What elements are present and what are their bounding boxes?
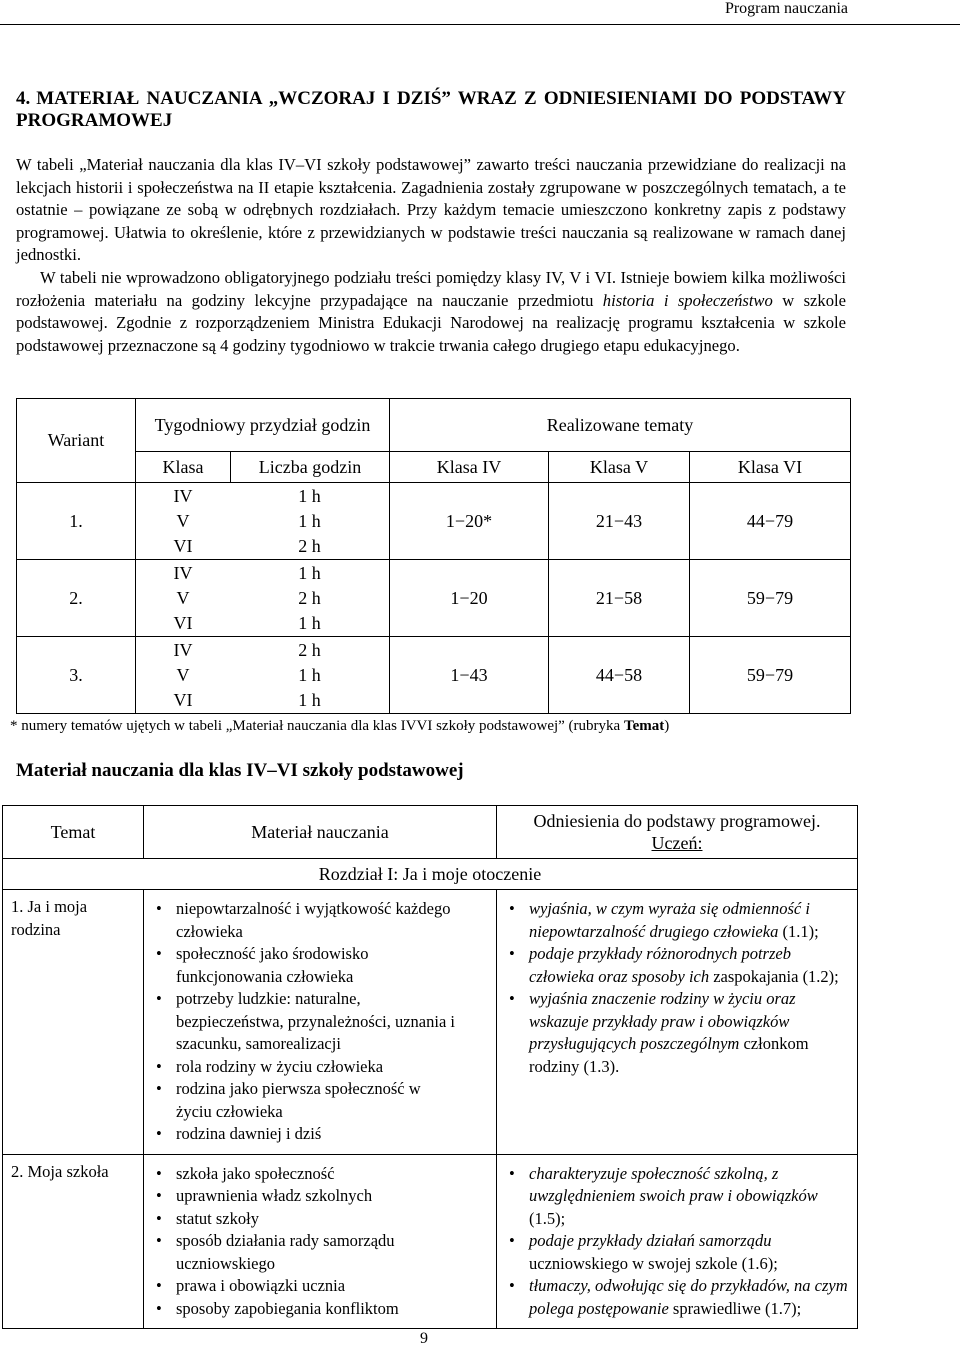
hours-value: 2 h: [298, 639, 321, 660]
requirement-ref: uczniowskiego w swojej szkole (1.6);: [529, 1253, 778, 1273]
hours-value: 1 h: [298, 562, 321, 583]
material-cell: [144, 1154, 497, 1329]
requirement-item: [503, 898, 851, 943]
hours-value: 1 h: [298, 689, 321, 710]
class-label: V: [176, 510, 190, 531]
requirements-cell: [497, 1154, 858, 1329]
material-item: • szkoła jako społeczność: [150, 1163, 456, 1186]
class-label: VI: [173, 612, 193, 633]
requirement-text: podaje przykłady działań samorządu: [529, 1231, 772, 1250]
topic-title: 2. Moja szkoła: [3, 1154, 144, 1329]
topic-row: [3, 1154, 858, 1329]
header-klasa: Klasa: [136, 452, 231, 483]
requirement-ref: (1.5);: [529, 1208, 566, 1228]
header-rule: [0, 24, 960, 25]
requirement-text: wyjaśnia znaczenie rodziny w życiu oraz wskazuje przykłady praw i obowiązków przysługujących poszczególnym: [529, 989, 796, 1053]
requirement-item: [503, 1230, 851, 1275]
class-label: V: [176, 664, 190, 685]
requirement-text: tłumaczy, odwołując się do przykładów, na czym polega postępowanie: [529, 1276, 848, 1318]
class-label: IV: [173, 639, 193, 660]
variant-number: 2.: [17, 560, 136, 637]
material-item: • potrzeby ludzkie: naturalne, bezpieczeństwa, przynależności, uznania i szacunku, samorealizacji: [150, 988, 456, 1056]
chapter-row: Rozdział I: Ja i moje otoczenie: [3, 859, 858, 890]
class-hours-cell: [136, 560, 390, 637]
material-table: [2, 805, 858, 1329]
header-klasa-vi: Klasa VI: [690, 452, 851, 483]
topics-klasa-iv: 1−20*: [390, 483, 549, 560]
requirement-ref: (1.1);: [778, 921, 819, 941]
material-item: • rodzina dawniej i dziś: [150, 1123, 456, 1146]
topics-klasa-vi: 59−79: [690, 560, 851, 637]
variant-row: [17, 637, 851, 714]
running-header: Program nauczania: [724, 0, 848, 17]
hours-value: 1 h: [298, 485, 321, 506]
footnote-text: * numery tematów ujętych w tabeli „Materiał nauczania dla klas IVVI szkoły podstawowej” (rubryka: [10, 718, 624, 734]
footnote-end: ): [664, 718, 670, 734]
topics-klasa-vi: 44−79: [690, 483, 851, 560]
requirement-ref: członkom rodziny (1.3).: [529, 1034, 809, 1076]
variant-number: 3.: [17, 637, 136, 714]
allocation-table: [16, 398, 851, 714]
section-heading: [16, 88, 846, 132]
variant-row: [17, 483, 851, 560]
requirement-text: charakteryzuje społeczność szkolną, z uwzględnieniem swoich praw i obowiązków: [529, 1163, 818, 1205]
material-cell: [144, 890, 497, 1155]
requirement-ref: zaspokajania (1.2);: [709, 966, 839, 986]
header-klasa-v: Klasa V: [549, 452, 690, 483]
topics-klasa-iv: 1−43: [390, 637, 549, 714]
footnote: [10, 718, 669, 735]
material-item: • rola rodziny w życiu człowieka: [150, 1056, 456, 1079]
material-item: • niepowtarzalność i wyjątkowość każdego człowieka: [150, 898, 456, 943]
section-title: Materiał nauczania dla klas IV–VI szkoły podstawowej: [16, 760, 464, 781]
material-item: • sposoby zapobiegania konfliktom: [150, 1298, 456, 1321]
material-item: • sposób działania rady samorządu uczniowskiego: [150, 1230, 456, 1275]
class-label: VI: [173, 689, 193, 710]
requirement-item: [503, 943, 851, 988]
hours-value: 1 h: [298, 664, 321, 685]
intro-p2-after: w szkole podstawowej. Zgodnie z rozporządzeniem Ministra Edukacji Narodowej na realizację programu kształcenia w szkole podstawowej przeznaczone są 4 godziny tygodniowo w trakcie trwania całego drugiego etapu edukacyjnego.: [16, 290, 846, 355]
requirement-text: podaje przykłady różnorodnych potrzeb człowieka oraz sposoby ich: [529, 944, 791, 986]
requirements-cell: [497, 890, 858, 1155]
intro-p2-before: W tabeli nie wprowadzono obligatoryjnego podziału treści pomiędzy klasy IV, V i VI. Istnieje bowiem kilka możliwości rozłożenia materiału na godziny lekcyjne przypadające na nauczanie przedmiotu: [16, 268, 846, 310]
class-hours-cell: [136, 637, 390, 714]
heading-number: 4.: [16, 88, 31, 109]
topics-klasa-v: 21−43: [549, 483, 690, 560]
topics-klasa-v: 44−58: [549, 637, 690, 714]
requirement-item: [503, 988, 851, 1078]
heading-text: MATERIAŁ NAUCZANIA „WCZORAJ I DZIŚ” WRAZ Z ODNIESIENIAMI DO PODSTAWY PROGRAMOWEJ: [16, 88, 846, 131]
header-refs: [497, 806, 858, 859]
class-label: V: [176, 587, 190, 608]
topics-klasa-vi: 59−79: [690, 637, 851, 714]
requirement-item: [503, 1163, 851, 1231]
material-item: • statut szkoły: [150, 1208, 456, 1231]
variant-row: [17, 560, 851, 637]
topics-klasa-iv: 1−20: [390, 560, 549, 637]
topics-klasa-v: 21−58: [549, 560, 690, 637]
class-label: VI: [173, 535, 193, 556]
header-weekly: Tygodniowy przydział godzin: [136, 399, 390, 452]
header-temat: Temat: [3, 806, 144, 859]
header-klasa-iv: Klasa IV: [390, 452, 549, 483]
footnote-bold: Temat: [623, 718, 665, 734]
hours-value: 2 h: [298, 535, 321, 556]
subject-name: historia i społeczeństwo: [602, 290, 773, 310]
header-material: Materiał nauczania: [144, 806, 497, 859]
class-label: IV: [173, 562, 193, 583]
material-item: • prawa i obowiązki ucznia: [150, 1275, 456, 1298]
material-item: • uprawnienia władz szkolnych: [150, 1185, 456, 1208]
requirement-text: wyjaśnia, w czym wyraża się odmienność i niepowtarzalność drugiego człowieka: [529, 899, 810, 941]
hours-value: 2 h: [298, 587, 321, 608]
header-refs-line2: Uczeń:: [651, 833, 703, 853]
hours-value: 1 h: [298, 612, 321, 633]
header-refs-line1: Odniesienia do podstawy programowej.: [533, 811, 821, 831]
material-item: • rodzina jako pierwsza społeczność w życiu człowieka: [150, 1078, 456, 1123]
intro-paragraph-1: W tabeli „Materiał nauczania dla klas IV–VI szkoły podstawowej” zawarto treści nauczania przewidziane do realizacji na lekcjach historii i społeczeństwa na II etapie kształcenia. Zagadnienia zostały zgrupowane w poszczególnych tematach, a te ostatnie – powiązane ze sobą w odrębnych rozdziałach. Przy każdym temacie umieszczono konkretny zapis z podstawy programowej. Ułatwia to określenie, które z przewidzianych w podstawie treści nauczania są realizowane w ramach danej jednostki.: [16, 155, 846, 264]
page-number: 9: [420, 1330, 428, 1347]
requirement-item: [503, 1275, 851, 1320]
header-topics: Realizowane tematy: [390, 399, 851, 452]
variant-number: 1.: [17, 483, 136, 560]
class-label: IV: [173, 485, 193, 506]
header-wariant: Wariant: [17, 399, 136, 483]
header-liczba: Liczba godzin: [231, 452, 390, 483]
topic-row: [3, 890, 858, 1155]
intro-paragraph-2: [16, 267, 846, 357]
hours-value: 1 h: [298, 510, 321, 531]
material-item: • społeczność jako środowisko funkcjonowania człowieka: [150, 943, 456, 988]
class-hours-cell: [136, 483, 390, 560]
requirement-ref: sprawiedliwe (1.7);: [668, 1298, 802, 1318]
topic-title: 1. Ja i moja rodzina: [3, 890, 144, 1155]
